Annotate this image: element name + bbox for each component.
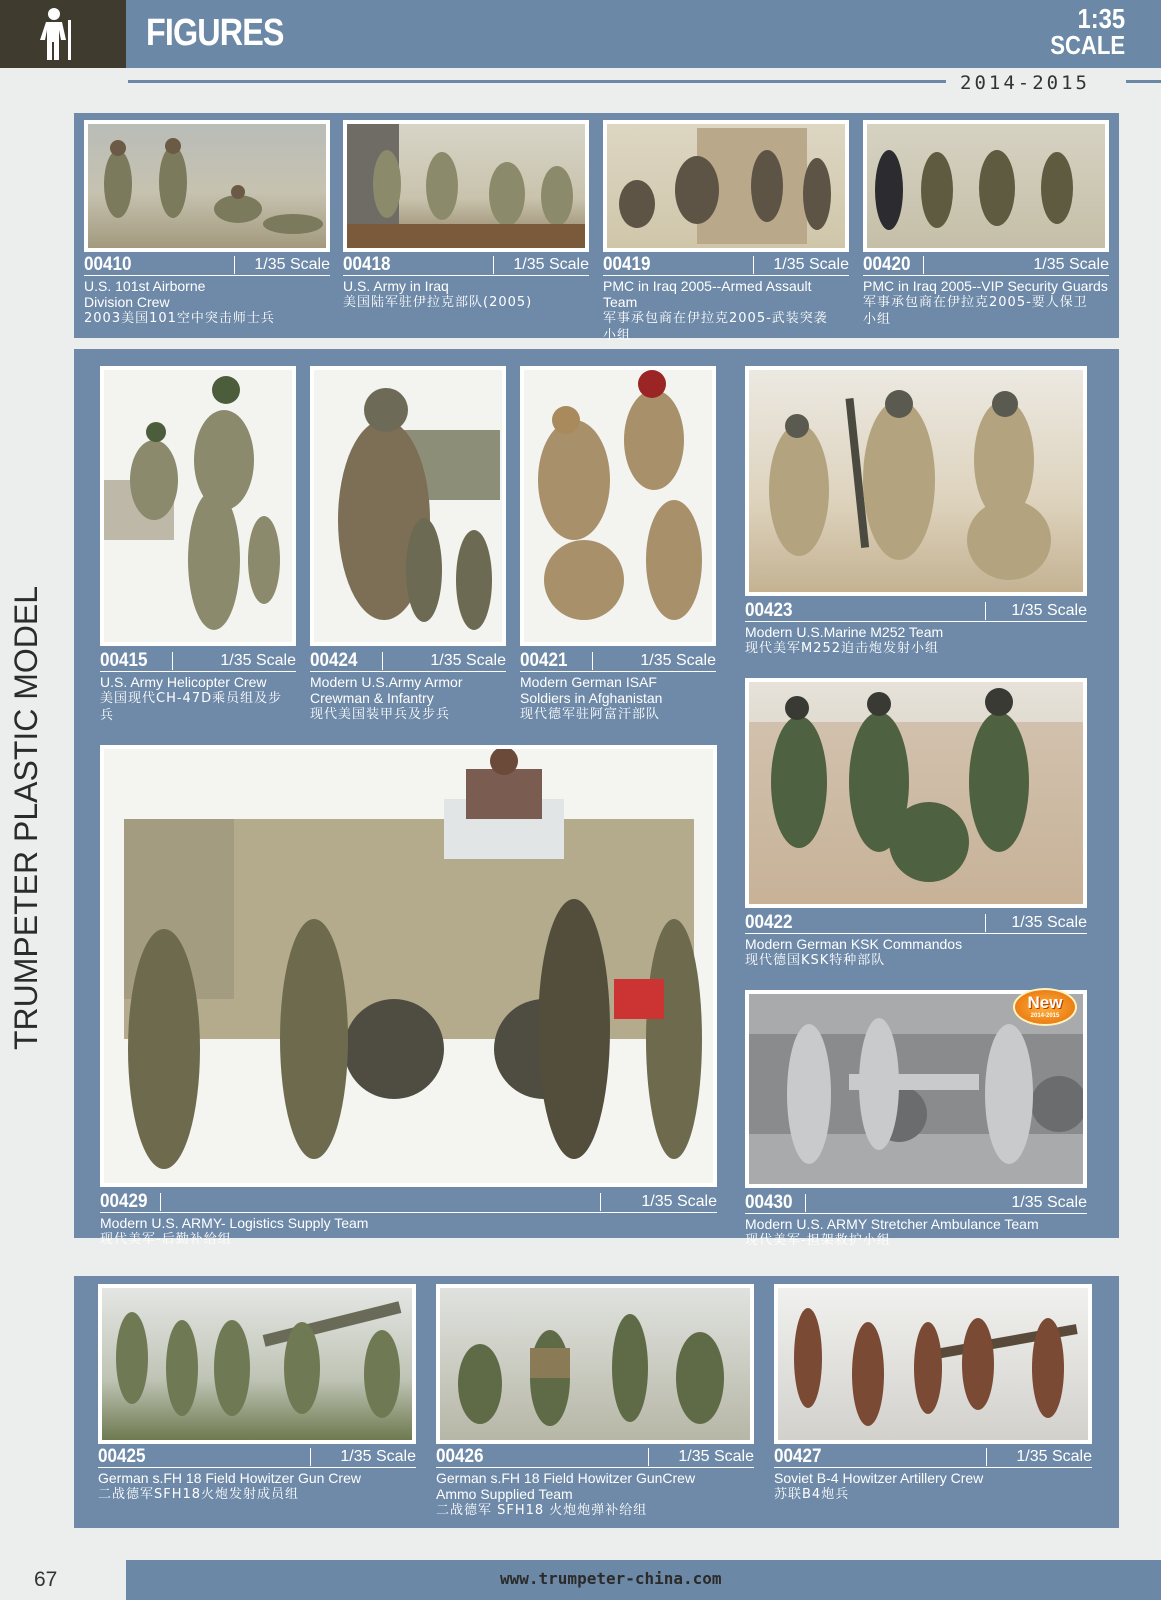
product-image xyxy=(774,1284,1092,1444)
product-image xyxy=(98,1284,416,1444)
product-name-cn: 美国现代CH-47D乘员组及步 兵 xyxy=(100,691,283,723)
product-code: 00418 xyxy=(343,254,391,275)
product-image xyxy=(863,120,1109,252)
product-code: 00422 xyxy=(745,912,793,933)
product-code: 00420 xyxy=(863,254,911,275)
page-number: 67 xyxy=(34,1568,58,1591)
product-name-cn: 现代德国KSK特种部队 xyxy=(745,953,886,968)
product-card[interactable] xyxy=(774,1284,1092,1524)
product-scale: 1/35 Scale xyxy=(430,652,506,669)
product-code: 00430 xyxy=(745,1192,793,1213)
soldier-icon xyxy=(28,6,88,62)
product-name-cn: 军事承包商在伊拉克2005-武装突袭 小组 xyxy=(603,311,828,343)
product-scale: 1/35 Scale xyxy=(513,256,589,273)
catalog-years: 2014-2015 xyxy=(960,72,1090,94)
product-name-en: U.S. 101st Airborne Division Crew xyxy=(84,278,206,310)
product-name-cn: 现代美军-后勤补给组 xyxy=(100,1232,232,1247)
product-image xyxy=(603,120,849,252)
product-code: 00429 xyxy=(100,1191,148,1212)
product-scale: 1/35 Scale xyxy=(1011,914,1087,931)
product-card[interactable] xyxy=(603,120,849,343)
header-rule-end xyxy=(1126,80,1161,83)
product-image xyxy=(436,1284,754,1444)
product-card[interactable] xyxy=(436,1284,754,1524)
new-badge: New 2014-2015 xyxy=(1013,988,1077,1026)
product-name-cn: 现代美国装甲兵及步兵 xyxy=(310,707,451,722)
product-name-en: Modern U.S.Army Armor Crewman & Infantry xyxy=(310,674,463,706)
product-name-cn: 现代美军M252迫击炮发射小组 xyxy=(745,641,940,656)
page-number-box xyxy=(0,1560,126,1600)
header-icon-box xyxy=(0,0,126,68)
website-link[interactable]: www.trumpeter-china.com xyxy=(500,1569,722,1588)
product-card[interactable] xyxy=(343,120,589,330)
product-scale: 1/35 Scale xyxy=(1011,1194,1087,1211)
product-code: 00421 xyxy=(520,650,568,671)
product-card[interactable] xyxy=(863,120,1109,330)
product-image xyxy=(310,366,506,646)
product-name-en: PMC in Iraq 2005--VIP Security Guards xyxy=(863,278,1108,294)
product-name-cn: 美国陆军驻伊拉克部队(2005) xyxy=(343,295,533,310)
product-name-en: U.S. Army in Iraq xyxy=(343,278,449,294)
product-image xyxy=(745,678,1087,908)
product-name-cn: 二战德军SFH18火炮发射成员组 xyxy=(98,1487,300,1502)
product-scale: 1/35 Scale xyxy=(641,1193,717,1210)
product-code: 00419 xyxy=(603,254,651,275)
product-code: 00427 xyxy=(774,1446,822,1467)
product-code: 00425 xyxy=(98,1446,146,1467)
product-code: 00423 xyxy=(745,600,793,621)
product-card[interactable] xyxy=(100,745,717,1247)
product-name-en: Modern U.S. ARMY Stretcher Ambulance Team xyxy=(745,1216,1039,1232)
product-name-en: PMC in Iraq 2005--Armed Assault Team xyxy=(603,278,812,310)
product-image xyxy=(745,366,1087,596)
product-name-en: Modern German ISAF Soldiers in Afghanistan xyxy=(520,674,663,706)
product-scale: 1/35 Scale xyxy=(678,1448,754,1465)
product-card[interactable] xyxy=(310,366,506,726)
header-rule xyxy=(128,80,946,83)
product-scale: 1/35 Scale xyxy=(220,652,296,669)
product-name-cn: 二战德军 SFH18 火炮炮弹补给组 xyxy=(436,1503,648,1518)
side-brand: TRUMPETER PLASTIC MODEL xyxy=(8,585,44,1050)
product-name-en: Modern U.S.Marine M252 Team xyxy=(745,624,944,640)
product-name-en: Soviet B-4 Howitzer Artillery Crew xyxy=(774,1470,984,1486)
product-image xyxy=(520,366,716,646)
product-name-cn: 现代美军-担架救护小组 xyxy=(745,1233,891,1248)
product-scale: 1/35 Scale xyxy=(1016,1448,1092,1465)
product-card[interactable] xyxy=(98,1284,416,1524)
product-card[interactable] xyxy=(520,366,716,726)
product-name-cn: 现代德军驻阿富汗部队 xyxy=(520,707,661,722)
product-card[interactable] xyxy=(84,120,330,330)
product-scale: 1/35 Scale xyxy=(773,256,849,273)
product-card[interactable] xyxy=(745,678,1087,968)
product-name-en: Modern German KSK Commandos xyxy=(745,936,963,952)
product-code: 00415 xyxy=(100,650,148,671)
product-name-en: German s.FH 18 Field Howitzer Gun Crew xyxy=(98,1470,361,1486)
product-image xyxy=(100,745,717,1187)
product-image xyxy=(100,366,296,646)
product-image xyxy=(343,120,589,252)
product-card[interactable] xyxy=(100,366,296,726)
product-code: 00424 xyxy=(310,650,358,671)
product-name-en: U.S. Army Helicopter Crew xyxy=(100,674,267,690)
product-scale: 1/35 Scale xyxy=(340,1448,416,1465)
product-name-cn: 军事承包商在伊拉克2005-要人保卫 小组 xyxy=(863,295,1088,327)
page-title: FIGURES xyxy=(146,12,284,54)
product-scale: 1/35 Scale xyxy=(254,256,330,273)
product-scale: 1/35 Scale xyxy=(1033,256,1109,273)
product-card[interactable] xyxy=(745,366,1087,656)
product-code: 00410 xyxy=(84,254,132,275)
product-name-en: Modern U.S. ARMY- Logistics Supply Team xyxy=(100,1215,369,1231)
product-card[interactable] xyxy=(745,990,1087,1248)
product-scale: 1/35 Scale xyxy=(640,652,716,669)
product-code: 00426 xyxy=(436,1446,484,1467)
product-name-cn: 2003美国101空中突击师士兵 xyxy=(84,311,275,326)
product-name-cn: 苏联B4炮兵 xyxy=(774,1487,850,1502)
header-scale xyxy=(1050,3,1125,60)
product-scale: 1/35 Scale xyxy=(1011,602,1087,619)
product-name-en: German s.FH 18 Field Howitzer GunCrew Ammo Supplied Team xyxy=(436,1470,696,1502)
header-scale-ratio: 1:35 xyxy=(1077,3,1125,34)
header-scale-label: SCALE xyxy=(1050,30,1125,60)
product-image xyxy=(84,120,330,252)
